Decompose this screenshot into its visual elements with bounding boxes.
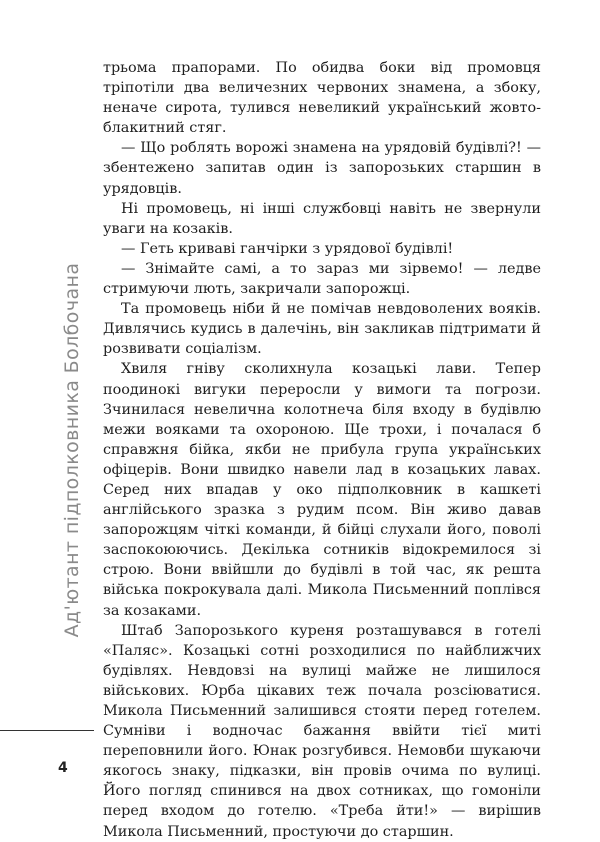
paragraph-dialogue-question: — Що роблять ворожі знамена на урядовій будівлі?! — збентежено запитав один із запорозьких старшин в урядовців. — [103, 140, 541, 197]
margin-rule — [0, 730, 94, 731]
paragraph: Штаб Запорозького куреня розташувався в готелі «Паляс». Козацькі сотні розходилися по найближчих будівлях. Невдовзі на вулиці майже не лишилося військових. Юрба цікавих теж почала розсіюватися. Микола Письменний залишився стояти перед готелем. Сумніви і водночас бажання ввійти тієї миті переповнили його. Юнак розгубився. Немовби шукаючи якогось знаку, підказки, він провів очима по вулиці. Його погляд спинився на двох сотниках, що гомоніли перед входом до готелю. «Треба йти!» — вирішив Микола Письменний, простуючи до старшин. — [103, 622, 541, 840]
running-title: Ад'ютант підполковника Болбочана — [61, 262, 83, 638]
body-text — [103, 58, 541, 842]
paragraph: Та промовець ніби й не помічав невдоволених вояків. Дивлячись кудись в далечінь, він закликав підтримати й розвивати соціалізм. — [103, 301, 541, 358]
paragraph-dialogue: — Знімайте самі, а то зараз ми зірвемо! — ледве стримуючи лють, закричали запорожці. — [103, 260, 541, 298]
paragraph-continuation: трьома прапорами. По обидва боки від промовця тріпотіли два величезних червоних знамена, а збоку, неначе сирота, тулився невеликий український жовто-блакитний стяг. — [103, 60, 541, 137]
page-number: 4 — [58, 760, 68, 776]
paragraph: Хвиля гніву сколихнула козацькі лави. Тепер поодинокі вигуки переросли у вимоги та погрози. Зчинилася невелична колотнеча біля входу в будівлю межи вояками та охороною. Ще трохи, і почалася б справжня бійка, якби не прибула група українських офіцерів. Вони швидко навели лад в козацьких лавах. Серед них впадав у око підполковник в кашкеті англійського зразка з рудим псом. Він живо давав запорожцям чіткі команди, й бійці слухали його, поволі заспокоюючись. Декілька сотників відокремилося зі строю. Вони ввійшли до будівлі в той час, як решта війська покрокувала далі. Микола Письменний поплівся за козаками. — [103, 361, 541, 619]
paragraph-dialogue: — Геть криваві ганчірки з урядової будівлі! — [121, 240, 454, 257]
paragraph: Ні промовець, ні інші службовці навіть не звернули уваги на козаків. — [103, 200, 541, 237]
